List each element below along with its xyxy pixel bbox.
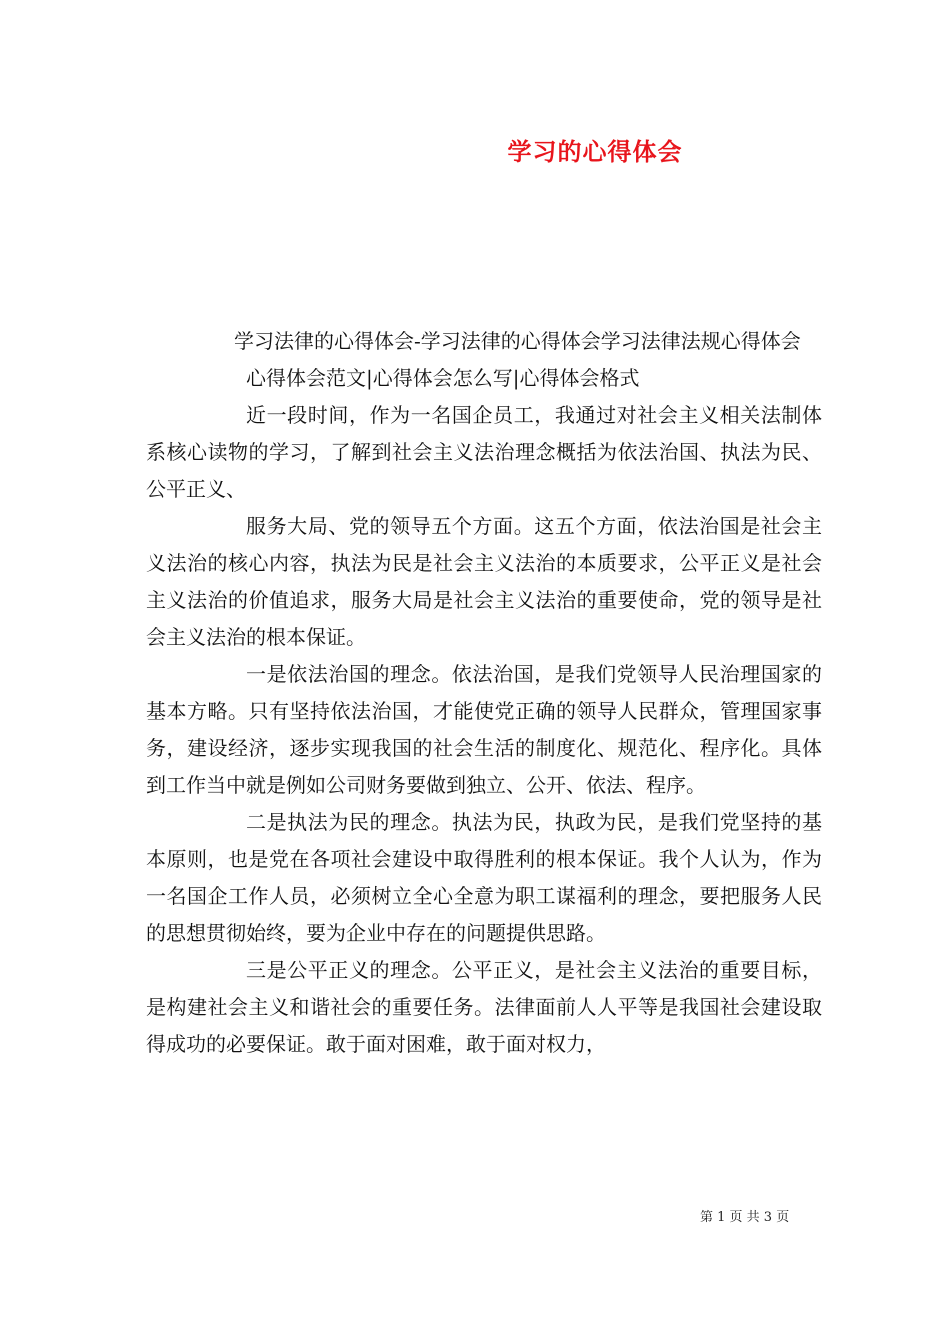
document-body [146, 323, 822, 1063]
document-title: 学习的心得体会 [507, 137, 683, 166]
paragraph-5: 一是依法治国的理念。依法治国，是我们党领导人民治理国家的基本方略。只有坚持依法治国，才能使党正确的领导人民群众，管理国家事务，建设经济，逐步实现我国的社会生活的制度化、规范化、程序化。具体到工作当中就是例如公司财务要做到独立、公开、依法、程序。 [146, 662, 822, 797]
paragraph-6: 二是执法为民的理念。执法为民，执政为民，是我们党坚持的基本原则，也是党在各项社会建设中取得胜利的根本保证。我个人认为，作为一名国企工作人员，必须树立全心全意为职工谋福利的理念，要把服务人民的思想贯彻始终，要为企业中存在的问题提供思路。 [146, 810, 822, 945]
page-footer: 第 1 页 共 3 页 [700, 1210, 790, 1225]
paragraph-7: 三是公平正义的理念。公平正义，是社会主义法治的重要目标，是构建社会主义和谐社会的重要任务。法律面前人人平等是我国社会建设取得成功的必要保证。敢于面对困难，敢于面对权力， [146, 958, 822, 1056]
paragraph-2: 心得体会范文|心得体会怎么写|心得体会格式 [246, 366, 640, 390]
paragraph-1: 学习法律的心得体会-学习法律的心得体会学习法律法规心得体会 [234, 329, 801, 353]
paragraph-3: 近一段时间，作为一名国企员工，我通过对社会主义相关法制体系核心读物的学习，了解到社会主义法治理念概括为依法治国、执法为民、公平正义、 [146, 403, 822, 501]
paragraph-4: 服务大局、党的领导五个方面。这五个方面，依法治国是社会主义法治的核心内容，执法为民是社会主义法治的本质要求，公平正义是社会主义法治的价值追求，服务大局是社会主义法治的重要使命，党的领导是社会主义法治的根本保证。 [146, 514, 822, 649]
